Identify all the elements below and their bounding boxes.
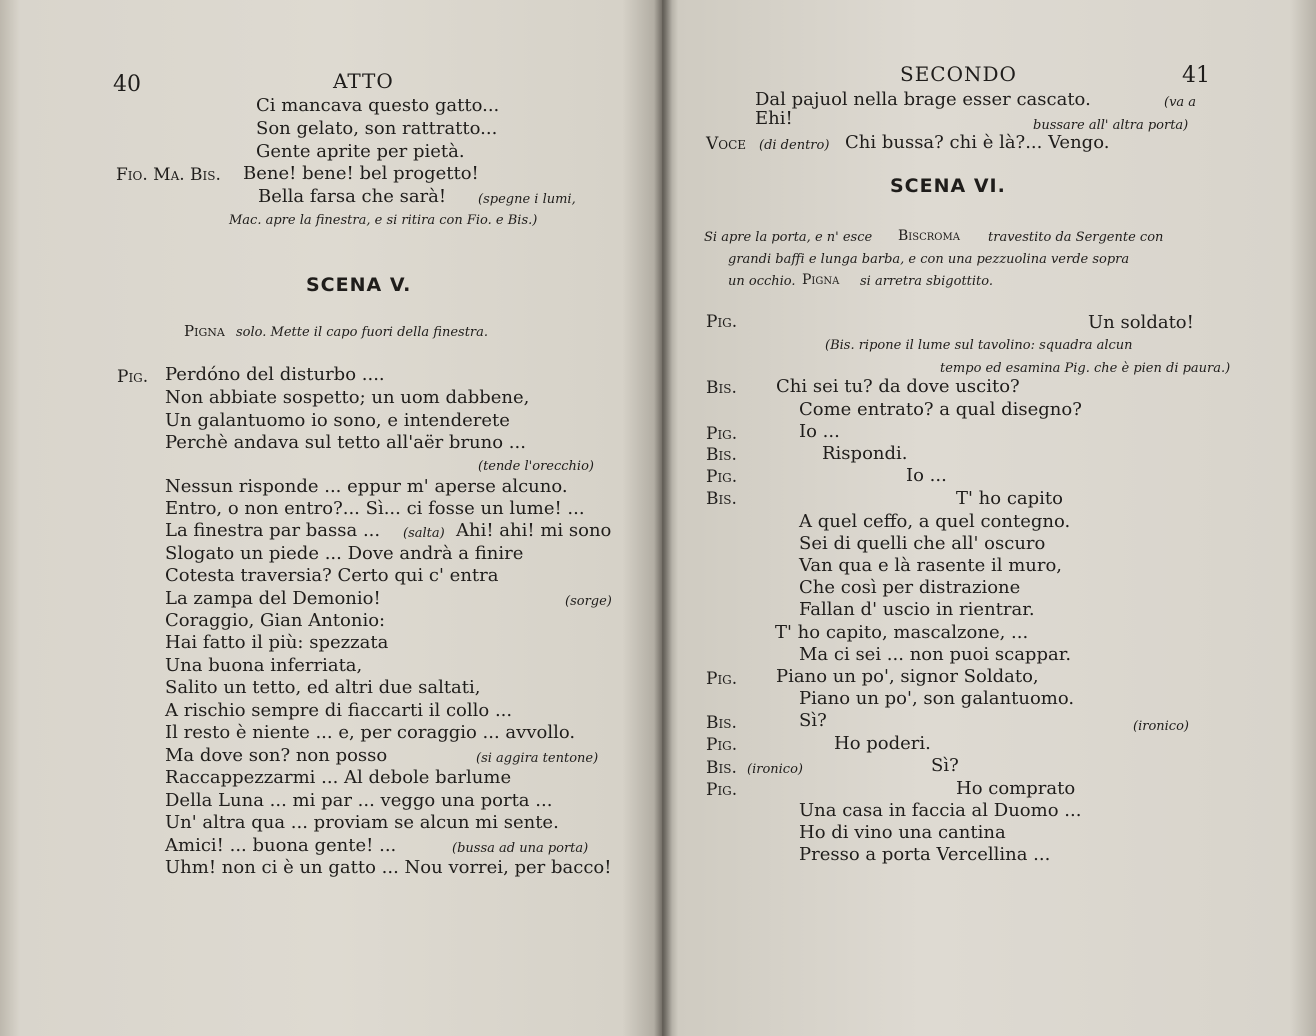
verse-line: Io ... [906, 465, 947, 486]
verse-line: Hai fatto il più: spezzata [165, 632, 389, 653]
verse-line: Un soldato! [1088, 312, 1194, 333]
speaker-label: Bis. [706, 445, 737, 465]
verse-line: Son gelato, son rattratto... [256, 118, 498, 139]
verse-line: Che così per distrazione [799, 577, 1021, 598]
running-head: ATTO [333, 69, 394, 93]
scene-title: SCENA V. [306, 274, 412, 296]
scene-description: Si apre la porta, e n' esce [704, 230, 873, 245]
scene-description: travestito da Sergente con [988, 230, 1164, 245]
verse-line: Rispondi. [822, 443, 908, 464]
verse-line: Dal pajuol nella brage esser cascato. [755, 89, 1091, 110]
scene-description: solo. Mette il capo fuori della finestra. [236, 325, 489, 340]
verse-line: T' ho capito, mascalzone, ... [775, 622, 1029, 643]
verse-line: Una casa in faccia al Duomo ... [799, 800, 1082, 821]
verse-line: Un galantuomo io sono, e intenderete [165, 410, 510, 431]
verse-line: Come entrato? a qual disegno? [799, 399, 1082, 420]
verse-line: Piano un po', son galantuomo. [799, 688, 1075, 709]
verse-line: Ho di vino una cantina [799, 822, 1006, 843]
page-number: 40 [113, 72, 141, 97]
speaker-label: Voce [706, 134, 747, 154]
speaker-label: Pig. [706, 735, 738, 755]
speaker-label: Pig. [706, 780, 738, 800]
verse-line: Ahi! ahi! mi sono [456, 520, 612, 541]
verse-line: Piano un po', signor Soldato, [776, 666, 1039, 687]
verse-line: Sei di quelli che all' oscuro [799, 533, 1046, 554]
verse-line: T' ho capito [956, 488, 1063, 509]
character-name: Pigna [184, 322, 225, 340]
stage-direction: (ironico) [1133, 719, 1189, 734]
character-name: Pigna [802, 272, 840, 288]
verse-line: Una buona inferriata, [165, 655, 363, 676]
verse-line: Sì? [931, 755, 959, 776]
verse-line: Ma ci sei ... non puoi scappar. [799, 644, 1072, 665]
right-page [662, 0, 1316, 1036]
speaker-label: Fio. Ma. Bis. [116, 165, 221, 185]
verse-line: Ci mancava questo gatto... [256, 95, 500, 116]
verse-line: Ehi! [755, 108, 793, 129]
running-head: SECONDO [900, 62, 1017, 86]
verse-line: A rischio sempre di fiaccarti il collo ... [165, 700, 513, 721]
verse-line: Un' altra qua ... proviam se alcun mi sente. [165, 812, 559, 833]
verse-line: Io ... [799, 421, 840, 442]
stage-direction: Mac. apre la finestra, e si ritira con Fio. e Bis.) [229, 213, 538, 228]
stage-direction: (va a [1164, 95, 1197, 110]
verse-line: Salito un tetto, ed altri due saltati, [165, 677, 481, 698]
verse-line: Chi sei tu? da dove uscito? [776, 376, 1020, 397]
speaker-label: Bis. [706, 378, 737, 398]
stage-direction: (tende l'orecchio) [478, 459, 594, 474]
verse-line: Cotesta traversia? Certo qui c' entra [165, 565, 499, 586]
scene-description: grandi baffi e lunga barba, e con una pezzuolina verde sopra [728, 252, 1130, 267]
book-gutter [654, 0, 672, 1036]
verse-line: Sì? [799, 710, 827, 731]
stage-direction: tempo ed esamina Pig. che è pien di paura.) [940, 361, 1231, 376]
stage-direction: (Bis. ripone il lume sul tavolino: squadra alcun [825, 338, 1133, 353]
speaker-label: Bis. [706, 758, 737, 778]
stage-direction: (salta) [403, 526, 445, 541]
verse-line: Raccappezzarmi ... Al debole barlume [165, 767, 512, 788]
verse-line: Chi bussa? chi è là?... Vengo. [845, 132, 1110, 153]
verse-line: Ho comprato [956, 778, 1076, 799]
verse-line: Slogato un piede ... Dove andrà a finire [165, 543, 524, 564]
scene-description: un occhio. [728, 274, 796, 289]
verse-line: Van qua e là rasente il muro, [799, 555, 1063, 576]
speaker-label: Pig. [706, 669, 738, 689]
verse-line: Perdóno del disturbo .... [165, 364, 385, 385]
verse-line: La zampa del Demonio! [165, 588, 381, 609]
speaker-label: Bis. [706, 489, 737, 509]
speaker-label: Pig. [706, 424, 738, 444]
stage-direction: (sorge) [565, 594, 612, 609]
speaker-label: Bis. [706, 713, 737, 733]
verse-line: A quel ceffo, a quel contegno. [799, 511, 1071, 532]
verse-line: Il resto è niente ... e, per coraggio ... avvollo. [165, 722, 576, 743]
verse-line: Della Luna ... mi par ... veggo una porta ... [165, 790, 553, 811]
speaker-label: Pig. [706, 467, 738, 487]
verse-line: Presso a porta Vercellina ... [799, 844, 1051, 865]
stage-direction: (ironico) [747, 762, 803, 777]
verse-line: Bene! bene! bel progetto! [243, 163, 479, 184]
verse-line: Amici! ... buona gente! ... [165, 835, 397, 856]
speaker-label: Pig. [117, 367, 149, 387]
verse-line: Entro, o non entro?... Sì... ci fosse un lume! ... [165, 498, 585, 519]
verse-line: Perchè andava sul tetto all'aër bruno ... [165, 432, 526, 453]
verse-line: Non abbiate sospetto; un uom dabbene, [165, 387, 530, 408]
stage-direction: (bussa ad una porta) [452, 841, 589, 856]
verse-line: La finestra par bassa ... [165, 520, 381, 541]
verse-line: Uhm! non ci è un gatto ... Nou vorrei, per bacco! [165, 857, 612, 878]
verse-line: Ho poderi. [834, 733, 931, 754]
verse-line: Bella farsa che sarà! [258, 186, 447, 207]
character-name: Biscroma [898, 228, 960, 244]
stage-direction: (spegne i lumi, [478, 192, 576, 207]
speaker-label: Pig. [706, 312, 738, 332]
verse-line: Ma dove son? non posso [165, 745, 388, 766]
verse-line: Gente aprite per pietà. [256, 141, 465, 162]
stage-direction: (si aggira tentone) [476, 751, 599, 766]
stage-direction: (di dentro) [759, 138, 830, 153]
scene-description: si arretra sbigottito. [860, 274, 994, 289]
verse-line: Fallan d' uscio in rientrar. [799, 599, 1035, 620]
verse-line: Coraggio, Gian Antonio: [165, 610, 386, 631]
stage-direction: bussare all' altra porta) [1033, 118, 1189, 133]
page-number: 41 [1182, 63, 1210, 88]
verse-line: Nessun risponde ... eppur m' aperse alcuno. [165, 476, 568, 497]
scene-title: SCENA VI. [890, 175, 1006, 197]
